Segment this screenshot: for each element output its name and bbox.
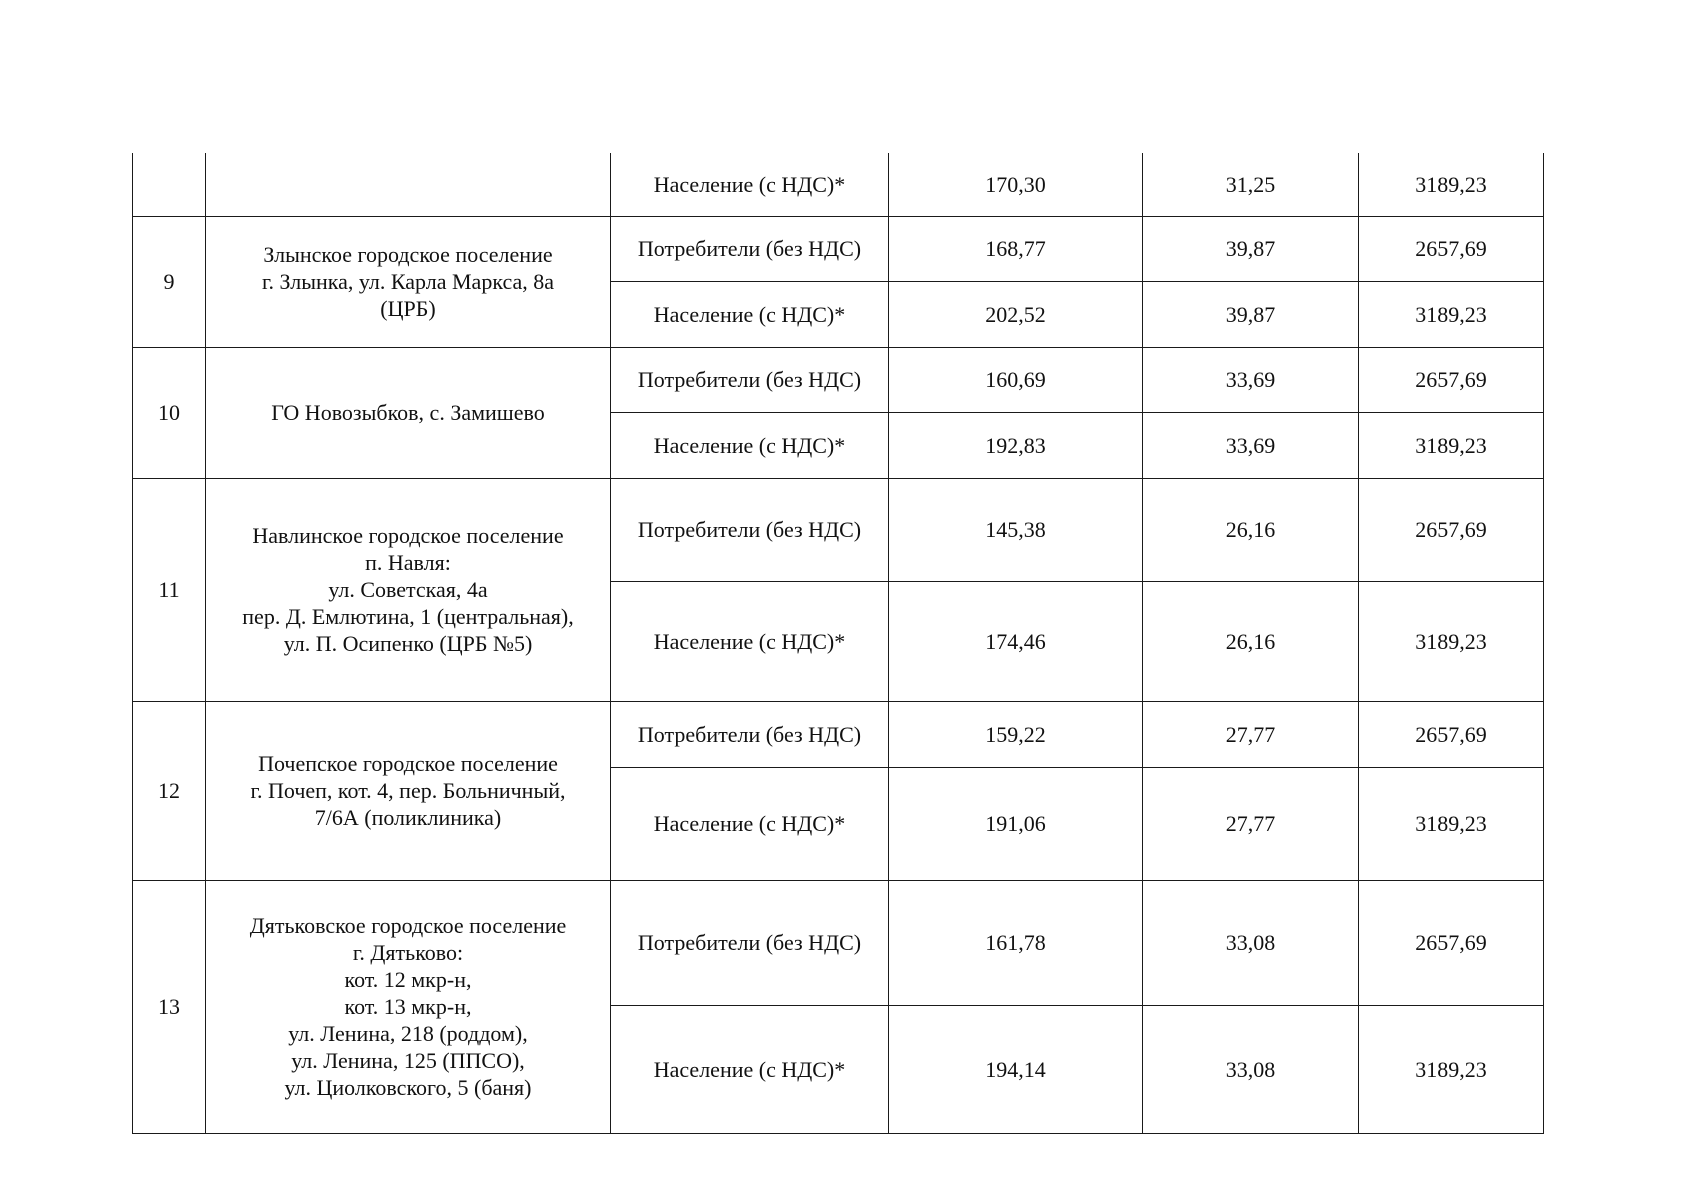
tariff-table-body — [133, 153, 1544, 1133]
address-line: Почепское городское поселение — [258, 751, 558, 776]
value-2-cell: 39,87 — [1143, 216, 1359, 281]
consumer-cell: Население (с НДС)* — [611, 581, 889, 701]
row-number-cell: 13 — [133, 880, 206, 1133]
address-line: ГО Новозыбков, с. Замишево — [271, 400, 545, 425]
address-line: ул. П. Осипенко (ЦРБ №5) — [283, 631, 533, 656]
table-row — [133, 478, 1544, 581]
value-3-cell: 2657,69 — [1359, 880, 1544, 1005]
consumer-cell: Население (с НДС)* — [611, 153, 889, 216]
address-cell — [206, 347, 611, 478]
row-number-cell: 10 — [133, 347, 206, 478]
value-2-cell: 33,69 — [1143, 347, 1359, 412]
table-row — [133, 701, 1544, 767]
address-line: (ЦРБ) — [380, 296, 436, 321]
consumer-cell: Население (с НДС)* — [611, 281, 889, 347]
address-line: Навлинское городское поселение — [252, 523, 564, 548]
table-row — [133, 880, 1544, 1005]
address-line: г. Дятьково: — [352, 940, 464, 965]
value-1-cell: 191,06 — [889, 767, 1143, 880]
value-1-cell: 192,83 — [889, 412, 1143, 478]
address-line: Дятьковское городское поселение — [249, 913, 567, 938]
address-line: ул. Циолковского, 5 (баня) — [284, 1075, 532, 1100]
address-line: ул. Ленина, 125 (ППСО), — [291, 1048, 525, 1073]
address-cell — [206, 880, 611, 1133]
value-1-cell: 168,77 — [889, 216, 1143, 281]
address-line: кот. 13 мкр-н, — [344, 994, 472, 1019]
value-2-cell: 27,77 — [1143, 767, 1359, 880]
value-3-cell: 3189,23 — [1359, 1005, 1544, 1133]
value-1-cell: 202,52 — [889, 281, 1143, 347]
value-2-cell: 26,16 — [1143, 581, 1359, 701]
value-2-cell: 39,87 — [1143, 281, 1359, 347]
value-3-cell: 3189,23 — [1359, 153, 1544, 216]
row-number-cell: 11 — [133, 478, 206, 701]
consumer-cell: Потребители (без НДС) — [611, 347, 889, 412]
value-3-cell: 2657,69 — [1359, 701, 1544, 767]
value-3-cell: 2657,69 — [1359, 478, 1544, 581]
value-1-cell: 170,30 — [889, 153, 1143, 216]
consumer-cell: Потребители (без НДС) — [611, 478, 889, 581]
value-1-cell: 160,69 — [889, 347, 1143, 412]
address-line: г. Почеп, кот. 4, пер. Больничный, — [250, 778, 566, 803]
value-1-cell: 194,14 — [889, 1005, 1143, 1133]
value-3-cell: 3189,23 — [1359, 412, 1544, 478]
address-line: ул. Советская, 4а — [328, 577, 488, 602]
value-2-cell: 33,08 — [1143, 1005, 1359, 1133]
address-line: Злынское городское поселение — [263, 242, 553, 267]
row-number-cell: 9 — [133, 216, 206, 347]
consumer-cell: Население (с НДС)* — [611, 1005, 889, 1133]
address-cell — [206, 478, 611, 701]
address-line: ул. Ленина, 218 (роддом), — [288, 1021, 528, 1046]
value-1-cell: 145,38 — [889, 478, 1143, 581]
value-1-cell: 159,22 — [889, 701, 1143, 767]
value-3-cell: 2657,69 — [1359, 216, 1544, 281]
consumer-cell: Население (с НДС)* — [611, 767, 889, 880]
value-2-cell: 33,08 — [1143, 880, 1359, 1005]
value-1-cell: 174,46 — [889, 581, 1143, 701]
table-row — [133, 216, 1544, 281]
address-line: г. Злынка, ул. Карла Маркса, 8а — [261, 269, 555, 294]
consumer-cell: Потребители (без НДС) — [611, 701, 889, 767]
address-line: п. Навля: — [365, 550, 451, 575]
address-cell — [206, 701, 611, 880]
value-1-cell: 161,78 — [889, 880, 1143, 1005]
table-row — [133, 347, 1544, 412]
value-3-cell: 2657,69 — [1359, 347, 1544, 412]
value-2-cell: 33,69 — [1143, 412, 1359, 478]
address-line: кот. 12 мкр-н, — [344, 967, 472, 992]
row-number-cell: 12 — [133, 701, 206, 880]
table-row-continuation — [133, 153, 1544, 216]
address-line: 7/6А (поликлиника) — [314, 805, 502, 830]
value-2-cell: 27,77 — [1143, 701, 1359, 767]
row-number-cell — [133, 153, 206, 216]
address-cell — [206, 153, 611, 216]
address-line: пер. Д. Емлютина, 1 (центральная), — [242, 604, 574, 629]
consumer-cell: Население (с НДС)* — [611, 412, 889, 478]
consumer-cell: Потребители (без НДС) — [611, 880, 889, 1005]
value-2-cell: 26,16 — [1143, 478, 1359, 581]
value-3-cell: 3189,23 — [1359, 581, 1544, 701]
value-3-cell: 3189,23 — [1359, 281, 1544, 347]
value-3-cell: 3189,23 — [1359, 767, 1544, 880]
consumer-cell: Потребители (без НДС) — [611, 216, 889, 281]
value-2-cell: 31,25 — [1143, 153, 1359, 216]
tariff-table — [132, 153, 1544, 1134]
address-cell — [206, 216, 611, 347]
